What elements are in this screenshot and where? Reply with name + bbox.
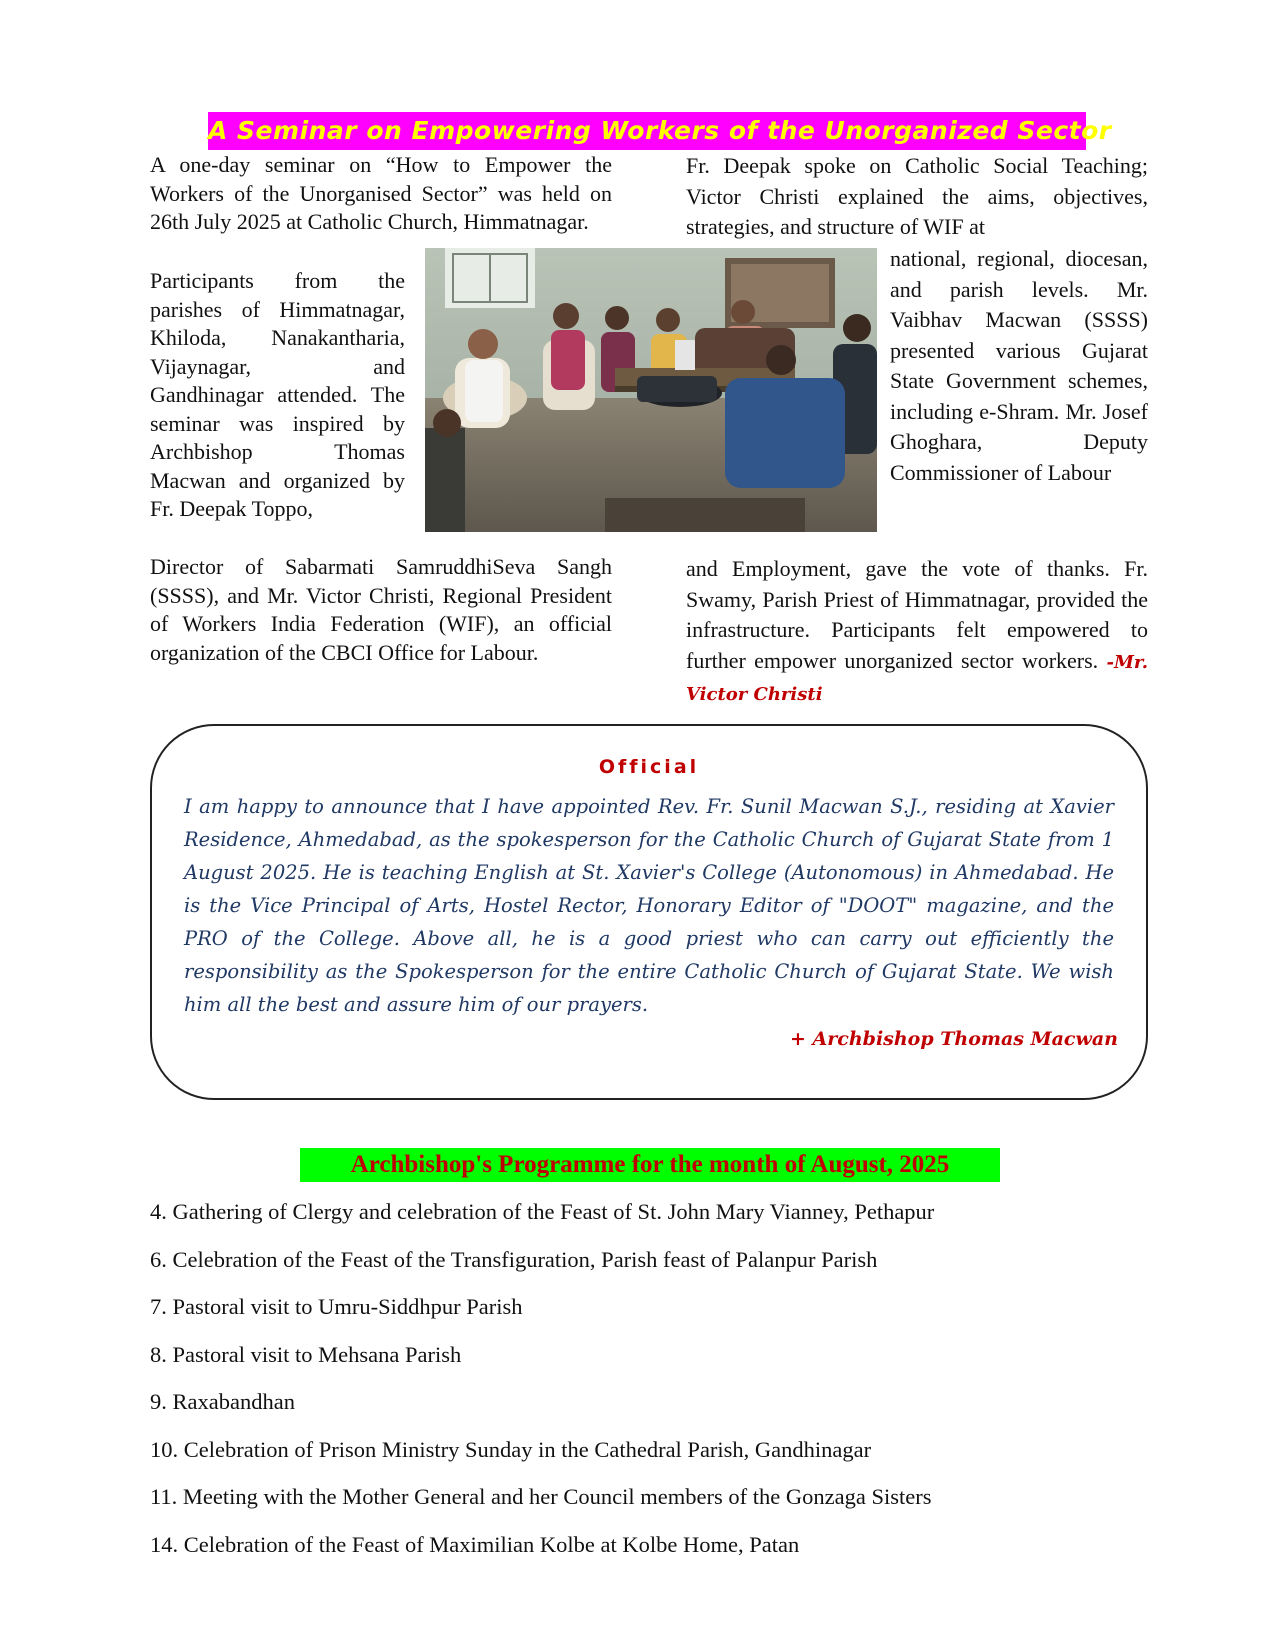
seminar-left-bottom: Director of Sabarmati SamruddhiSeva Sangh (SSSS), and Mr. Victor Christi, Regional President of Workers India Federation (WIF), an official organization of the CBCI Office for Labour. (150, 554, 612, 665)
seminar-photo (425, 248, 877, 532)
programme-item: 8. Pastoral visit to Mehsana Parish (150, 1341, 462, 1367)
programme-item: 6. Celebration of the Feast of the Transfiguration, Parish feast of Palanpur Parish (150, 1246, 878, 1272)
official-heading: Official (598, 756, 700, 778)
seminar-title: A Seminar on Empowering Workers of the Unorganized Sector (208, 112, 1086, 150)
seminar-left-mid: Participants from the parishes of Himmatnagar, Khiloda, Nanakantharia, Vijaynagar, and Gandhinagar attended. The seminar was inspired by Archbishop Thomas Macwan and organized by Fr. Deepak Toppo, (150, 268, 405, 521)
official-signature: + Archbishop Thomas Macwan (789, 1028, 1118, 1050)
official-body: I am happy to announce that I have appointed Rev. Fr. Sunil Macwan S.J., residing at Xavier Residence, Ahmedabad, as the spokesperson for the Catholic Church of Gujarat State from 1 August 2025. He is teaching English at St. Xavier's College (Autonomous) in Ahmedabad. He is the Vice Principal of Arts, Hostel Rector, Honorary Editor of "DOOT" magazine, and the PRO of the College. Above all, he is a good priest who can carry out efficiently the responsibility as the Spokesperson for the entire Catholic Church of Gujarat State. We wish him all the best and assure him of our prayers. (184, 795, 1114, 1016)
seminar-right-top: Fr. Deepak spoke on Catholic Social Teaching; Victor Christi explained the aims, objectives, strategies, and structure of WIF at (686, 153, 1148, 239)
programme-item: 4. Gathering of Clergy and celebration of the Feast of St. John Mary Vianney, Pethapur (150, 1199, 935, 1224)
programme-item: 9. Raxabandhan (150, 1389, 295, 1414)
seminar-left-top: A one-day seminar on “How to Empower the Workers of the Unorganised Sector” was held on 26th July 2025 at Catholic Church, Himmatnagar. (150, 152, 612, 234)
programme-item: 7. Pastoral visit to Umru-Siddhpur Parish (150, 1294, 523, 1319)
programme-item: 10. Celebration of Prison Ministry Sunday in the Cathedral Parish, Gandhinagar (150, 1436, 872, 1462)
programme-item: 11. Meeting with the Mother General and her Council members of the Gonzaga Sisters (150, 1484, 932, 1509)
programme-title: Archbishop's Programme for the month of August, 2025 (300, 1148, 1000, 1182)
programme-list (150, 1198, 1150, 1578)
seminar-signature: -Mr. Victor Christi (686, 651, 1148, 705)
official-notice-box (150, 724, 1148, 1100)
seminar-right-mid: national, regional, diocesan, and parish levels. Mr. Vaibhav Macwan (SSSS) presented various Gujarat State Government schemes, including e-Shram. Mr. Josef Ghoghara, Deputy Commissioner of Labour (890, 246, 1148, 485)
seminar-right-bottom-text: and Employment, gave the vote of thanks. Fr. Swamy, Parish Priest of Himmatnagar, provided the infrastructure. Participants felt empowered to further empower unorganized sector workers. (686, 556, 1148, 673)
programme-item: 14. Celebration of the Feast of Maximilian Kolbe at Kolbe Home, Patan (150, 1531, 800, 1557)
seminar-right-bottom (686, 554, 1148, 711)
